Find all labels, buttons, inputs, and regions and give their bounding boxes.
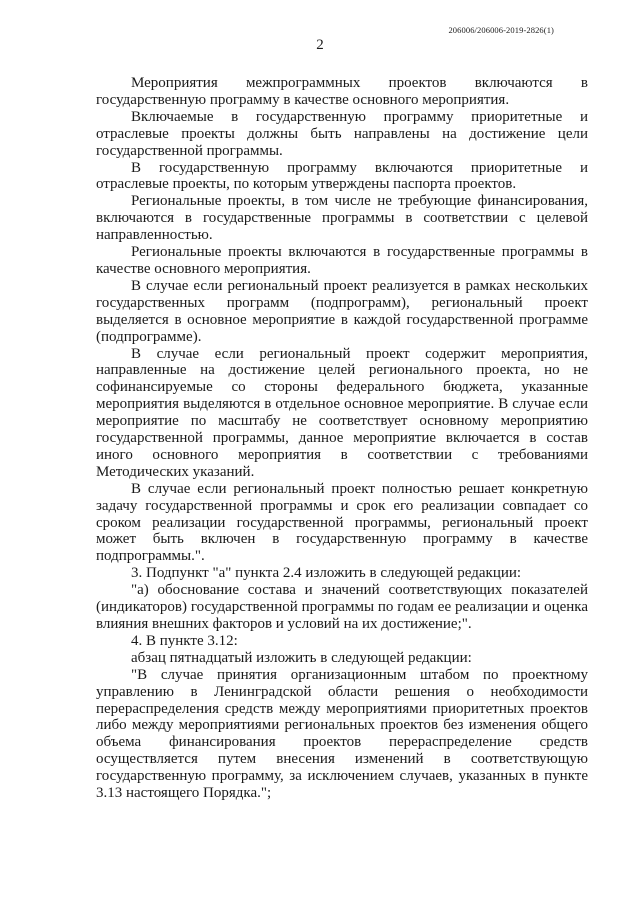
- document-body: [96, 75, 588, 802]
- paragraph: В случае если региональный проект содержит мероприятия, направленные на достижение целей регионального проекта, но не софинансируемые со стороны федерального бюджета, указанные мероприятия выделяются в отдельное основное мероприятие. В случае если мероприятие по масштабу не соответствует основному мероприятию государственной программы, данное мероприятие включается в состав иного основного мероприятия в соответствии с требованиями Методических указаний.: [96, 345, 588, 480]
- paragraph: В случае если региональный проект полностью решает конкретную задачу государственной программы и срок его реализации совпадает со сроком реализации государственной программы, региональный проект может быть включен в государственную программу в качестве подпрограммы.".: [96, 480, 588, 565]
- paragraph: 4. В пункте 3.12:: [131, 632, 238, 649]
- paragraph: Региональные проекты включаются в государственные программы в качестве основного мероприятия.: [96, 244, 588, 277]
- paragraph: Мероприятия межпрограммных проектов включаются в государственную программу в качестве основного мероприятия.: [96, 75, 588, 108]
- paragraph: "В случае принятия организационным штабом по проектному управлению в Ленинградской области решения о необходимости перераспределения средств между мероприятиями приоритетных проектов либо между мероприятиями региональных проектов без изменения общего объема финансирования проектов перераспределение средств осуществляется путем внесения изменений в соответствующую государственную программу, за исключением случаев, указанных в пункте 3.13 настоящего Порядка.";: [96, 666, 588, 802]
- paragraph: Включаемые в государственную программу приоритетные и отраслевые проекты должны быть направлены на достижение цели государственной программы.: [96, 108, 588, 159]
- document-code: 206006/206006-2019-2826(1): [448, 25, 554, 35]
- paragraph: В государственную программу включаются приоритетные и отраслевые проекты, по которым утверждены паспорта проектов.: [96, 159, 588, 193]
- paragraph: абзац пятнадцатый изложить в следующей редакции:: [131, 649, 472, 666]
- paragraph: 3. Подпункт "а" пункта 2.4 изложить в следующей редакции:: [131, 565, 522, 582]
- page-number: 2: [316, 37, 324, 53]
- paragraph: "а) обоснование состава и значений соответствующих показателей (индикаторов) государственной программы по годам ее реализации и оценка влияния внешних факторов и условий на их достижение;".: [96, 582, 588, 632]
- paragraph: В случае если региональный проект реализуется в рамках нескольких государственных программ (подпрограмм), региональный проект выделяется в основное мероприятие в каждой государственной программе (подпрограмме).: [96, 277, 588, 345]
- paragraph: Региональные проекты, в том числе не требующие финансирования, включаются в государственные программы в соответствии с целевой направленностью.: [96, 193, 588, 244]
